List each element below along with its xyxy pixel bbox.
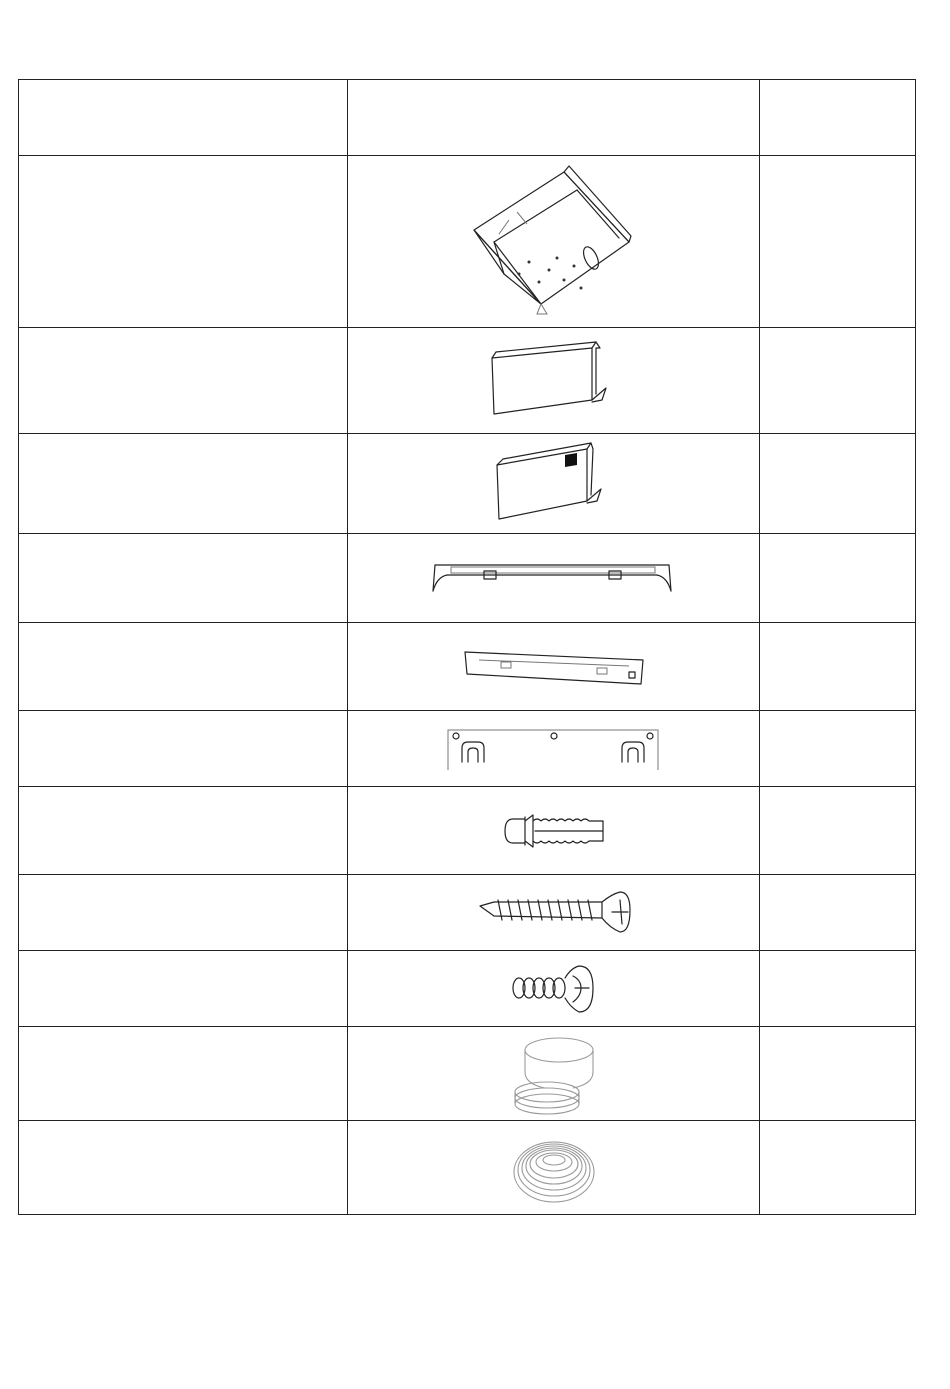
table-row <box>19 787 916 875</box>
part-name-cell <box>19 875 348 951</box>
part-quantity-cell <box>760 534 916 623</box>
part-picture-cell <box>348 434 760 534</box>
table-row <box>19 951 916 1027</box>
hood-body-icon <box>469 162 639 322</box>
table-row <box>19 434 916 534</box>
part-name-cell <box>19 328 348 434</box>
flat-bracket-icon <box>459 642 649 692</box>
mounting-bracket-icon <box>429 553 679 603</box>
part-quantity-cell <box>760 623 916 711</box>
table-row <box>19 156 916 328</box>
part-picture-cell <box>348 951 760 1027</box>
duct-ring-icon <box>509 1128 599 1208</box>
part-picture-cell <box>348 534 760 623</box>
header-name-cell <box>19 80 348 156</box>
part-quantity-cell <box>760 1121 916 1215</box>
duct-connector-icon <box>509 1032 599 1116</box>
table-row <box>19 534 916 623</box>
table-header-row <box>19 80 916 156</box>
part-picture-cell <box>348 875 760 951</box>
part-picture-cell <box>348 623 760 711</box>
part-name-cell <box>19 434 348 534</box>
part-picture-cell <box>348 1121 760 1215</box>
table-row <box>19 875 916 951</box>
part-quantity-cell <box>760 787 916 875</box>
part-name-cell <box>19 156 348 328</box>
table-row <box>19 711 916 787</box>
part-quantity-cell <box>760 1027 916 1121</box>
hanging-bracket-icon <box>444 724 664 774</box>
long-screw-icon <box>474 888 634 938</box>
part-picture-cell <box>348 711 760 787</box>
header-picture-cell <box>348 80 760 156</box>
short-screw-icon <box>509 962 599 1016</box>
part-picture-cell <box>348 1027 760 1121</box>
part-quantity-cell <box>760 156 916 328</box>
table-row <box>19 1027 916 1121</box>
part-quantity-cell <box>760 711 916 787</box>
part-name-cell <box>19 787 348 875</box>
part-quantity-cell <box>760 328 916 434</box>
part-picture-cell <box>348 787 760 875</box>
lower-chimney-cover-icon <box>489 439 619 529</box>
part-quantity-cell <box>760 434 916 534</box>
table-row <box>19 1121 916 1215</box>
upper-chimney-cover-icon <box>484 336 624 426</box>
wall-plug-icon <box>499 811 609 851</box>
part-picture-cell <box>348 328 760 434</box>
parts-table <box>18 79 916 1215</box>
part-name-cell <box>19 1121 348 1215</box>
table-row <box>19 623 916 711</box>
part-picture-cell <box>348 156 760 328</box>
part-name-cell <box>19 711 348 787</box>
part-quantity-cell <box>760 951 916 1027</box>
part-name-cell <box>19 1027 348 1121</box>
part-name-cell <box>19 951 348 1027</box>
part-quantity-cell <box>760 875 916 951</box>
part-name-cell <box>19 534 348 623</box>
header-quantity-cell <box>760 80 916 156</box>
table-row <box>19 328 916 434</box>
part-name-cell <box>19 623 348 711</box>
